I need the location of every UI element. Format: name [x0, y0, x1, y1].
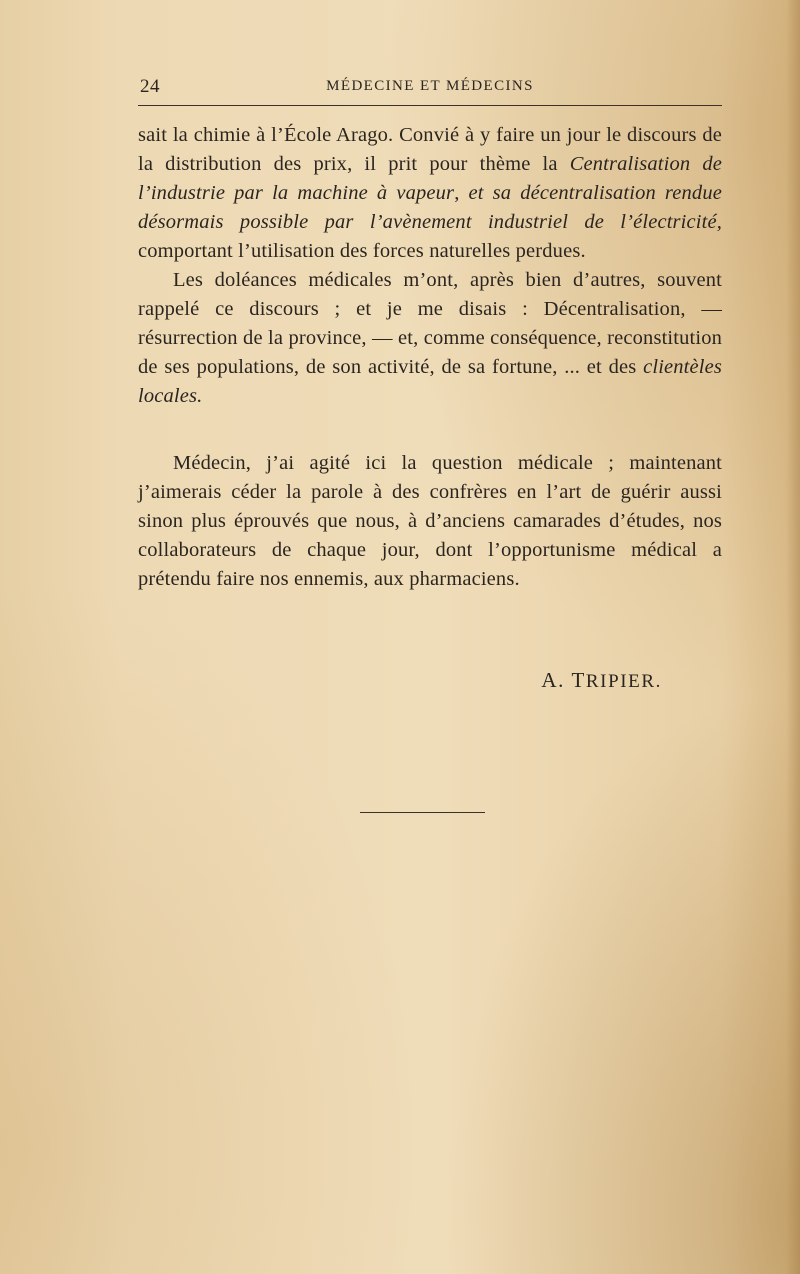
- paragraph-1-text-b: ,: [454, 182, 469, 204]
- signature-initial: A. T: [541, 668, 586, 692]
- paragraph-2-text-a: Les doléances médicales m’ont, après bien d’autres, souvent rappelé ce discours ; et je me disais : Décentralisation, — résurrection de la province, — et, comme conséquence, reconstitution de ses populations, de son activité, de sa fortune, ... et des: [138, 269, 722, 378]
- header-rule: [138, 105, 722, 106]
- page-number: 24: [140, 76, 160, 97]
- running-head: MÉDECINE ET MÉDECINS: [326, 78, 534, 94]
- page-header: [138, 76, 722, 100]
- page-edge-shadow: [786, 0, 800, 1274]
- paragraph-3: Médecin, j’ai agité ici la question médicale ; maintenant j’aimerais céder la parole à des confrères en l’art de guérir aussi sinon plus éprouvés que nous, à d’anciens camarades d’études, nos collaborateurs de chaque jour, dont l’opportunisme médical a prétendu faire nos ennemis, aux pharmaciens.: [138, 452, 722, 590]
- signature-surname: RIPIER.: [585, 671, 662, 692]
- end-rule: [360, 812, 485, 813]
- paragraph-1: [138, 121, 722, 266]
- paragraph-2: [138, 266, 722, 411]
- body-text: [138, 121, 722, 594]
- author-signature: [0, 668, 662, 693]
- paragraph-1-italic-b: et sa décentralisation rendue désormais possible par l’avènement industriel de l’électricité,: [138, 182, 722, 233]
- paragraph-1-text-c: comportant l’utilisation des forces naturelles perdues.: [138, 240, 586, 262]
- paragraph-1-text-a: sait la chimie à l’École Arago. Convié à y faire un jour le discours de la distribution des prix, il prit pour thème la: [138, 124, 722, 175]
- paragraph-1-italic-a: Centralisation de l’industrie par la machine à vapeur: [138, 153, 722, 204]
- paragraph-spacer: [138, 411, 722, 449]
- paragraph-2-italic-a: clientèles locales.: [138, 356, 722, 407]
